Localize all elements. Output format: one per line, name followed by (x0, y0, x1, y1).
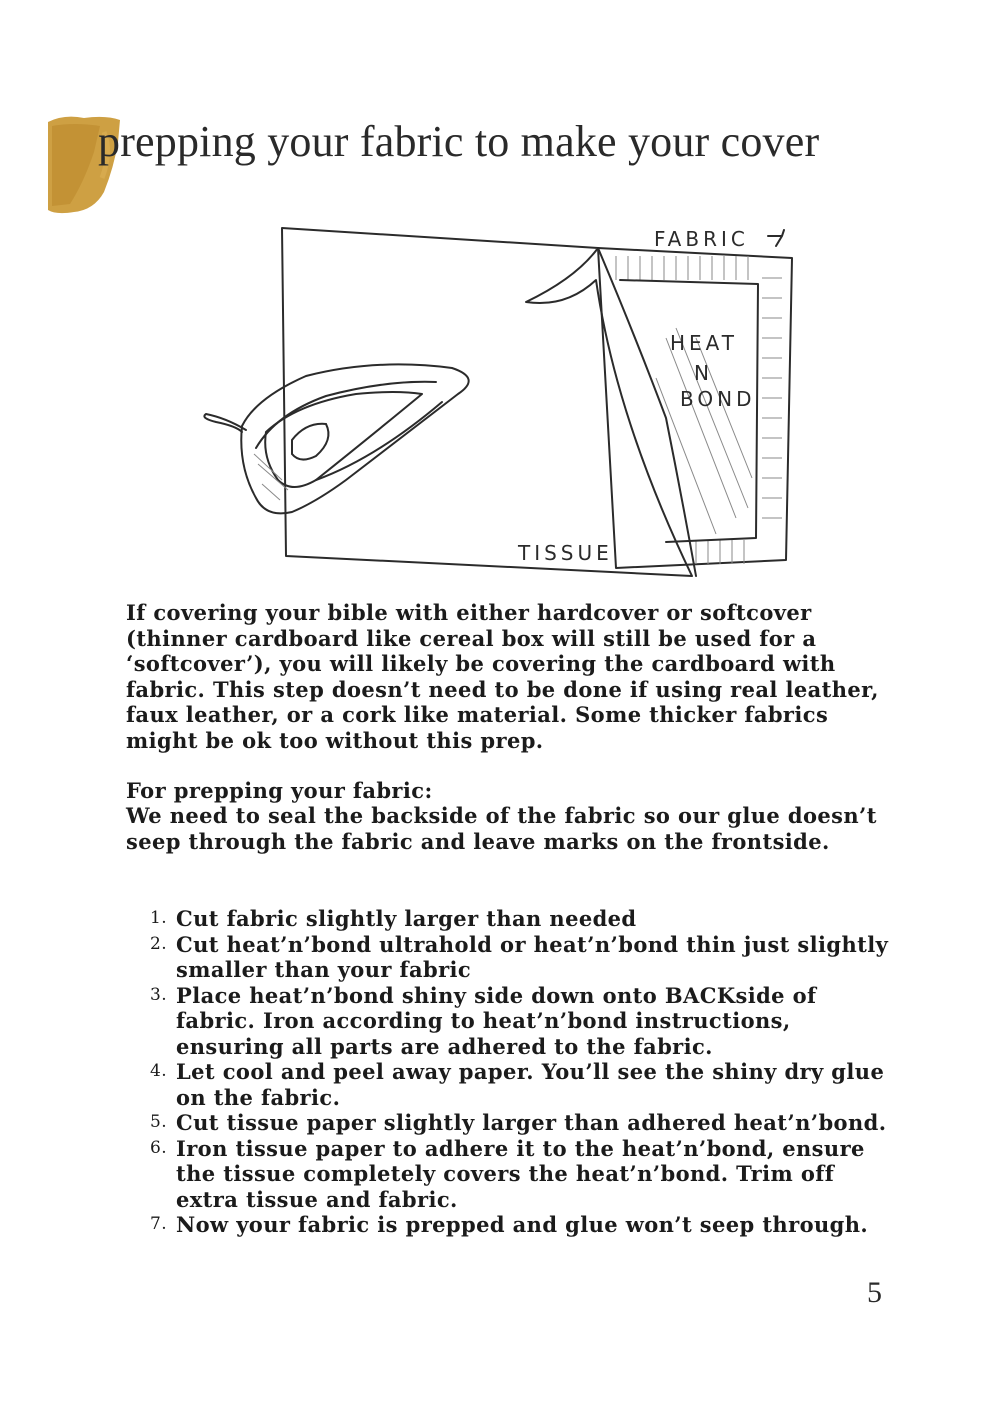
list-item (150, 1110, 890, 1136)
step-text: Let cool and peel away paper. You’ll see the shiny dry glue on the fabric. (176, 1059, 885, 1110)
prep-heading: For prepping your fabric: (126, 778, 433, 803)
page-number: 5 (867, 1276, 882, 1309)
steps-list (150, 906, 890, 1238)
iron-icon (204, 364, 468, 513)
step-text: Place heat’n’bond shiny side down onto BACKside of fabric. Iron according to heat’n’bond instructions, ensuring all parts are adhered to the fabric. (176, 982, 817, 1059)
bond-label: BOND (680, 387, 756, 411)
n-label: N (694, 361, 713, 385)
arrow-icon (768, 230, 784, 246)
step-number: 7. (150, 1214, 168, 1234)
step-text: Cut heat’n’bond ultrahold or heat’n’bond thin just slightly smaller than your fabric (176, 931, 889, 982)
intro-paragraph: If covering your bible with either hardcover or softcover (thinner cardboard like cereal box will still be used for a ‘softcover’), you will likely be covering the cardboard with fabric. This step doesn’t need to be done if using real leather, faux leather, or a cork like material. Some thicker fabrics might be ok too without this prep. (126, 600, 879, 753)
step-text: Now your fabric is prepped and glue won’t seep through. (176, 1212, 869, 1237)
step-text: Cut fabric slightly larger than needed (176, 906, 637, 931)
step-number: 1. (150, 908, 168, 928)
ironing-illustration (196, 218, 802, 590)
step-number: 4. (150, 1061, 168, 1081)
step-text: Iron tissue paper to adhere it to the heat’n’bond, ensure the tissue completely covers the heat’n’bond. Trim off extra tissue and fabric. (176, 1135, 865, 1212)
list-item (150, 983, 890, 1060)
page-title: prepping your fabric to make your cover (98, 117, 820, 166)
step-number: 5. (150, 1112, 168, 1132)
fabric-label: FABRIC (654, 227, 749, 251)
list-item (150, 932, 890, 983)
step-number: 6. (150, 1137, 168, 1158)
prep-body: We need to seal the backside of the fabric so our glue doesn’t seep through the fabric and leave marks on the frontside. (126, 803, 877, 854)
list-item (150, 1136, 890, 1213)
tissue-label: TISSUE (518, 541, 613, 565)
step-number: 2. (150, 933, 168, 954)
heat-n-bond-layer (620, 280, 758, 542)
step-number: 3. (150, 984, 168, 1005)
list-item (150, 1212, 890, 1238)
list-item (150, 906, 890, 932)
list-item (150, 1059, 890, 1110)
step-text: Cut tissue paper slightly larger than adhered heat’n’bond. (176, 1110, 887, 1135)
heat-label: HEAT (670, 331, 739, 355)
